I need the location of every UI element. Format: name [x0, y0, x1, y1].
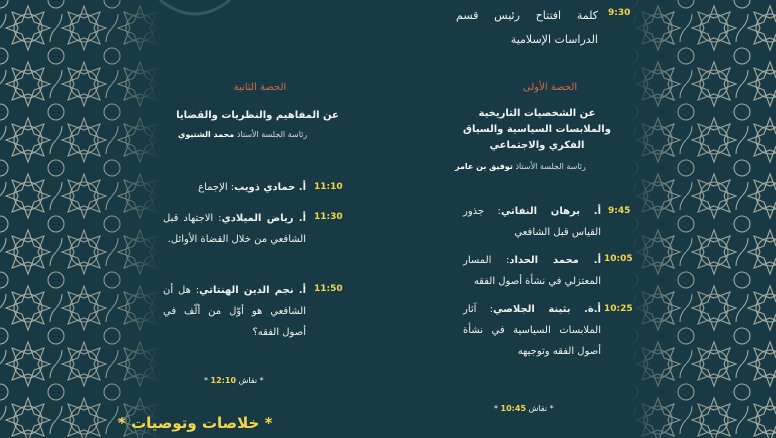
- talk-time: 9:45: [608, 206, 631, 216]
- session1-chair-label: رئاسة الجلسة الأستاذ: [515, 162, 586, 171]
- opening-time: 9:30: [608, 8, 631, 18]
- talk-entry: [463, 299, 601, 362]
- talk-time: 10:05: [604, 254, 633, 264]
- talk-speaker: أ. نجم الدين الهنتاتي: [199, 285, 306, 296]
- debate-time: 10:45: [500, 404, 527, 413]
- opening-remark: كلمة افتتاح رئيس قسم الدراسات الإسلامية: [456, 9, 598, 46]
- talk-entry: [163, 280, 306, 343]
- talk-speaker: أ. رياض الميلادي: [221, 213, 306, 224]
- talk-topic: : المسار المعتزلي في نشأة أصول الفقه: [463, 255, 601, 287]
- talk-topic: : الإجماع: [198, 182, 235, 193]
- session2-title: الحصة الثانية: [233, 82, 287, 93]
- session2-subtitle: عن المفاهيم والنظريات والقضايا: [176, 110, 339, 121]
- talk-time: 10:25: [604, 304, 633, 314]
- session1-chair-name: توفيق بن عامر: [455, 162, 513, 171]
- closing-heading: * خلاصات وتوصيات *: [118, 414, 273, 432]
- talk-topic: : جذور القياس قبل الشافعي: [463, 206, 601, 238]
- talk-time: 11:30: [314, 212, 343, 222]
- session2-chair-name: محمد الشتيوي: [178, 130, 235, 139]
- session1-debate: [494, 404, 554, 413]
- talk-time: 11:50: [314, 284, 343, 294]
- session2-debate: [204, 376, 264, 385]
- debate-label: نقاش: [238, 376, 258, 385]
- session1-subtitle: عن الشخصيات التاريخية والملابسات السياسية والسياق الفكري والاجتماعي: [463, 108, 611, 151]
- talk-speaker: أ. محمد الحداد: [509, 255, 602, 266]
- star-bullet-icon: *: [259, 376, 264, 385]
- debate-label: نقاش: [528, 404, 548, 413]
- session2-chair: [178, 130, 307, 139]
- talk-topic: : آثار الملابسات السياسية في نشأة أصول الفقه وتوجيهه: [463, 304, 601, 357]
- session1-title: الحصة الأولى: [522, 82, 578, 93]
- star-bullet-icon: *: [494, 404, 498, 413]
- talk-entry: [163, 177, 306, 198]
- star-bullet-icon: *: [204, 376, 208, 385]
- session1-chair: [455, 162, 586, 171]
- talk-time: 11:10: [314, 182, 343, 192]
- talk-topic: : هل أن الشافعي هو أوّل من ألّف في أصول الفقه؟: [163, 285, 306, 338]
- talk-entry: [463, 201, 601, 243]
- arabesque-pattern-left: [0, 0, 160, 438]
- debate-time: 12:10: [210, 376, 237, 385]
- talk-entry: [163, 208, 306, 250]
- arabesque-pattern-right: [630, 0, 776, 438]
- star-bullet-icon: *: [549, 404, 554, 413]
- talk-entry: [463, 250, 601, 292]
- talk-speaker: أ. حمادي ذويب: [234, 182, 306, 193]
- talk-speaker: أ. برهان النفاتي: [500, 206, 601, 217]
- top-ornament: [150, 0, 240, 18]
- talk-topic: : الاجتهاد قبل الشافعي من خلال القضاة الأوائل.: [163, 213, 306, 245]
- session2-chair-label: رئاسة الجلسة الأستاذ: [236, 130, 308, 139]
- talk-speaker: أ.ة. بثينة الجلاصي: [493, 304, 601, 315]
